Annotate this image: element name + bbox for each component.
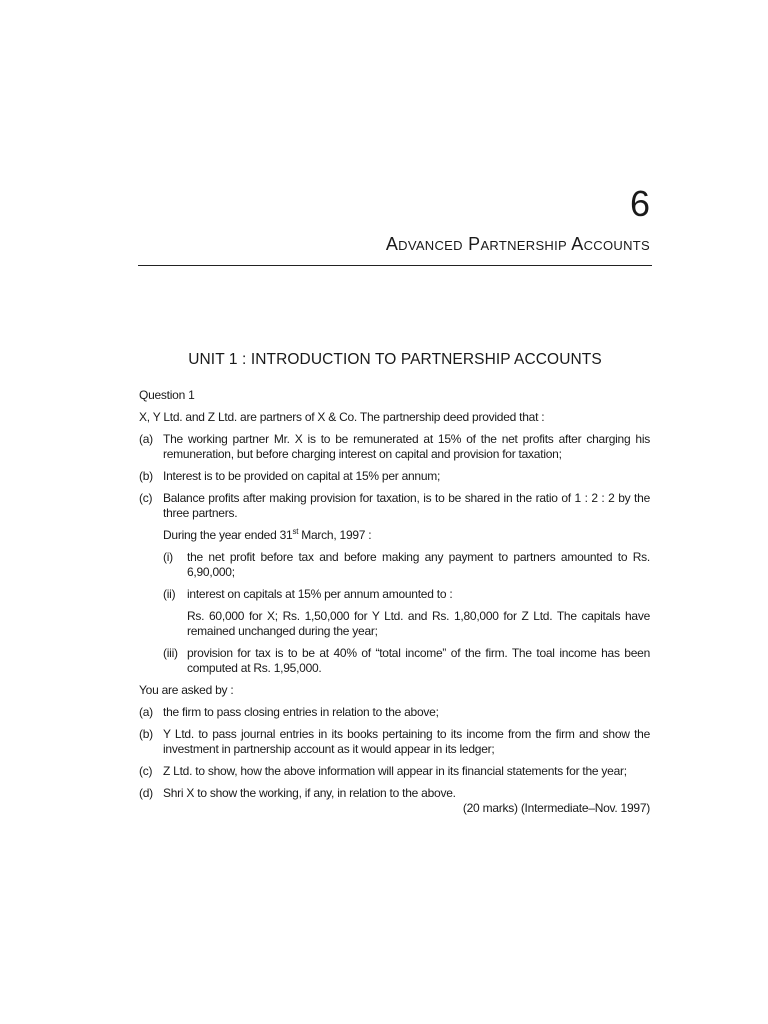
asked-item-label: (d) xyxy=(139,786,153,800)
year-item-text: interest on capitals at 15% per annum amounted to : xyxy=(187,587,453,601)
year-intro-prefix: During the year ended 31 xyxy=(163,528,293,542)
asked-item-label: (c) xyxy=(139,764,153,778)
question-body xyxy=(139,388,650,816)
deed-item xyxy=(139,432,650,462)
asked-item-label: (a) xyxy=(139,705,153,719)
asked-item xyxy=(139,727,650,757)
asked-item xyxy=(139,764,650,779)
asked-item xyxy=(139,786,650,801)
unit-heading: UNIT 1 : INTRODUCTION TO PARTNERSHIP ACCOUNTS xyxy=(188,351,602,368)
year-item-label: (iii) xyxy=(163,646,178,660)
year-item-label: (i) xyxy=(163,550,173,564)
deed-item-text: Balance profits after making provision for taxation, is to be shared in the ratio of 1 : 2 : 2 by the three partners. xyxy=(163,491,650,520)
deed-item-label: (a) xyxy=(139,432,153,446)
deed-item-label: (b) xyxy=(139,469,153,483)
chapter-title: Advanced Partnership Accounts xyxy=(385,234,650,254)
year-item-label: (ii) xyxy=(163,587,176,601)
year-item xyxy=(139,550,650,580)
year-intro-superscript: st xyxy=(292,527,299,536)
deed-item-text: Interest is to be provided on capital at 15% per annum; xyxy=(163,469,441,483)
question-intro: X, Y Ltd. and Z Ltd. are partners of X & Co. The partnership deed provided that : xyxy=(139,410,545,424)
deed-item-label: (c) xyxy=(139,491,153,505)
chapter-number: 6 xyxy=(629,183,650,224)
asked-intro: You are asked by : xyxy=(139,683,234,697)
asked-item-text: Z Ltd. to show, how the above information will appear in its financial statements for the year; xyxy=(163,764,627,778)
asked-item-text: Shri X to show the working, if any, in relation to the above. xyxy=(163,786,456,800)
deed-item xyxy=(139,491,650,521)
question-label: Question 1 xyxy=(139,388,195,402)
asked-item-text: the firm to pass closing entries in relation to the above; xyxy=(163,705,439,719)
asked-item-label: (b) xyxy=(139,727,153,741)
deed-item-text: The working partner Mr. X is to be remunerated at 15% of the net profits after charging his remuneration, but before charging interest on capital and provision for taxation; xyxy=(163,432,650,461)
title-divider xyxy=(138,265,652,266)
year-intro xyxy=(139,528,650,543)
capital-detail: Rs. 60,000 for X; Rs. 1,50,000 for Y Ltd. and Rs. 1,80,000 for Z Ltd. The capitals have remained unchanged during the year; xyxy=(187,609,650,638)
year-item-text: the net profit before tax and before making any payment to partners amounted to Rs. 6,90,000; xyxy=(187,550,650,579)
year-intro-suffix: March, 1997 : xyxy=(298,528,372,542)
year-item xyxy=(139,587,650,602)
marks-note: (20 marks) (Intermediate–Nov. 1997) xyxy=(462,801,650,815)
asked-item xyxy=(139,705,650,720)
year-item-text: provision for tax is to be at 40% of “total income” of the firm. The toal income has been computed at Rs. 1,95,000. xyxy=(187,646,650,675)
asked-item-text: Y Ltd. to pass journal entries in its books pertaining to its income from the firm and show the investment in partnership account as it would appear in its ledger; xyxy=(163,727,650,756)
year-item xyxy=(139,646,650,676)
deed-item xyxy=(139,469,650,484)
